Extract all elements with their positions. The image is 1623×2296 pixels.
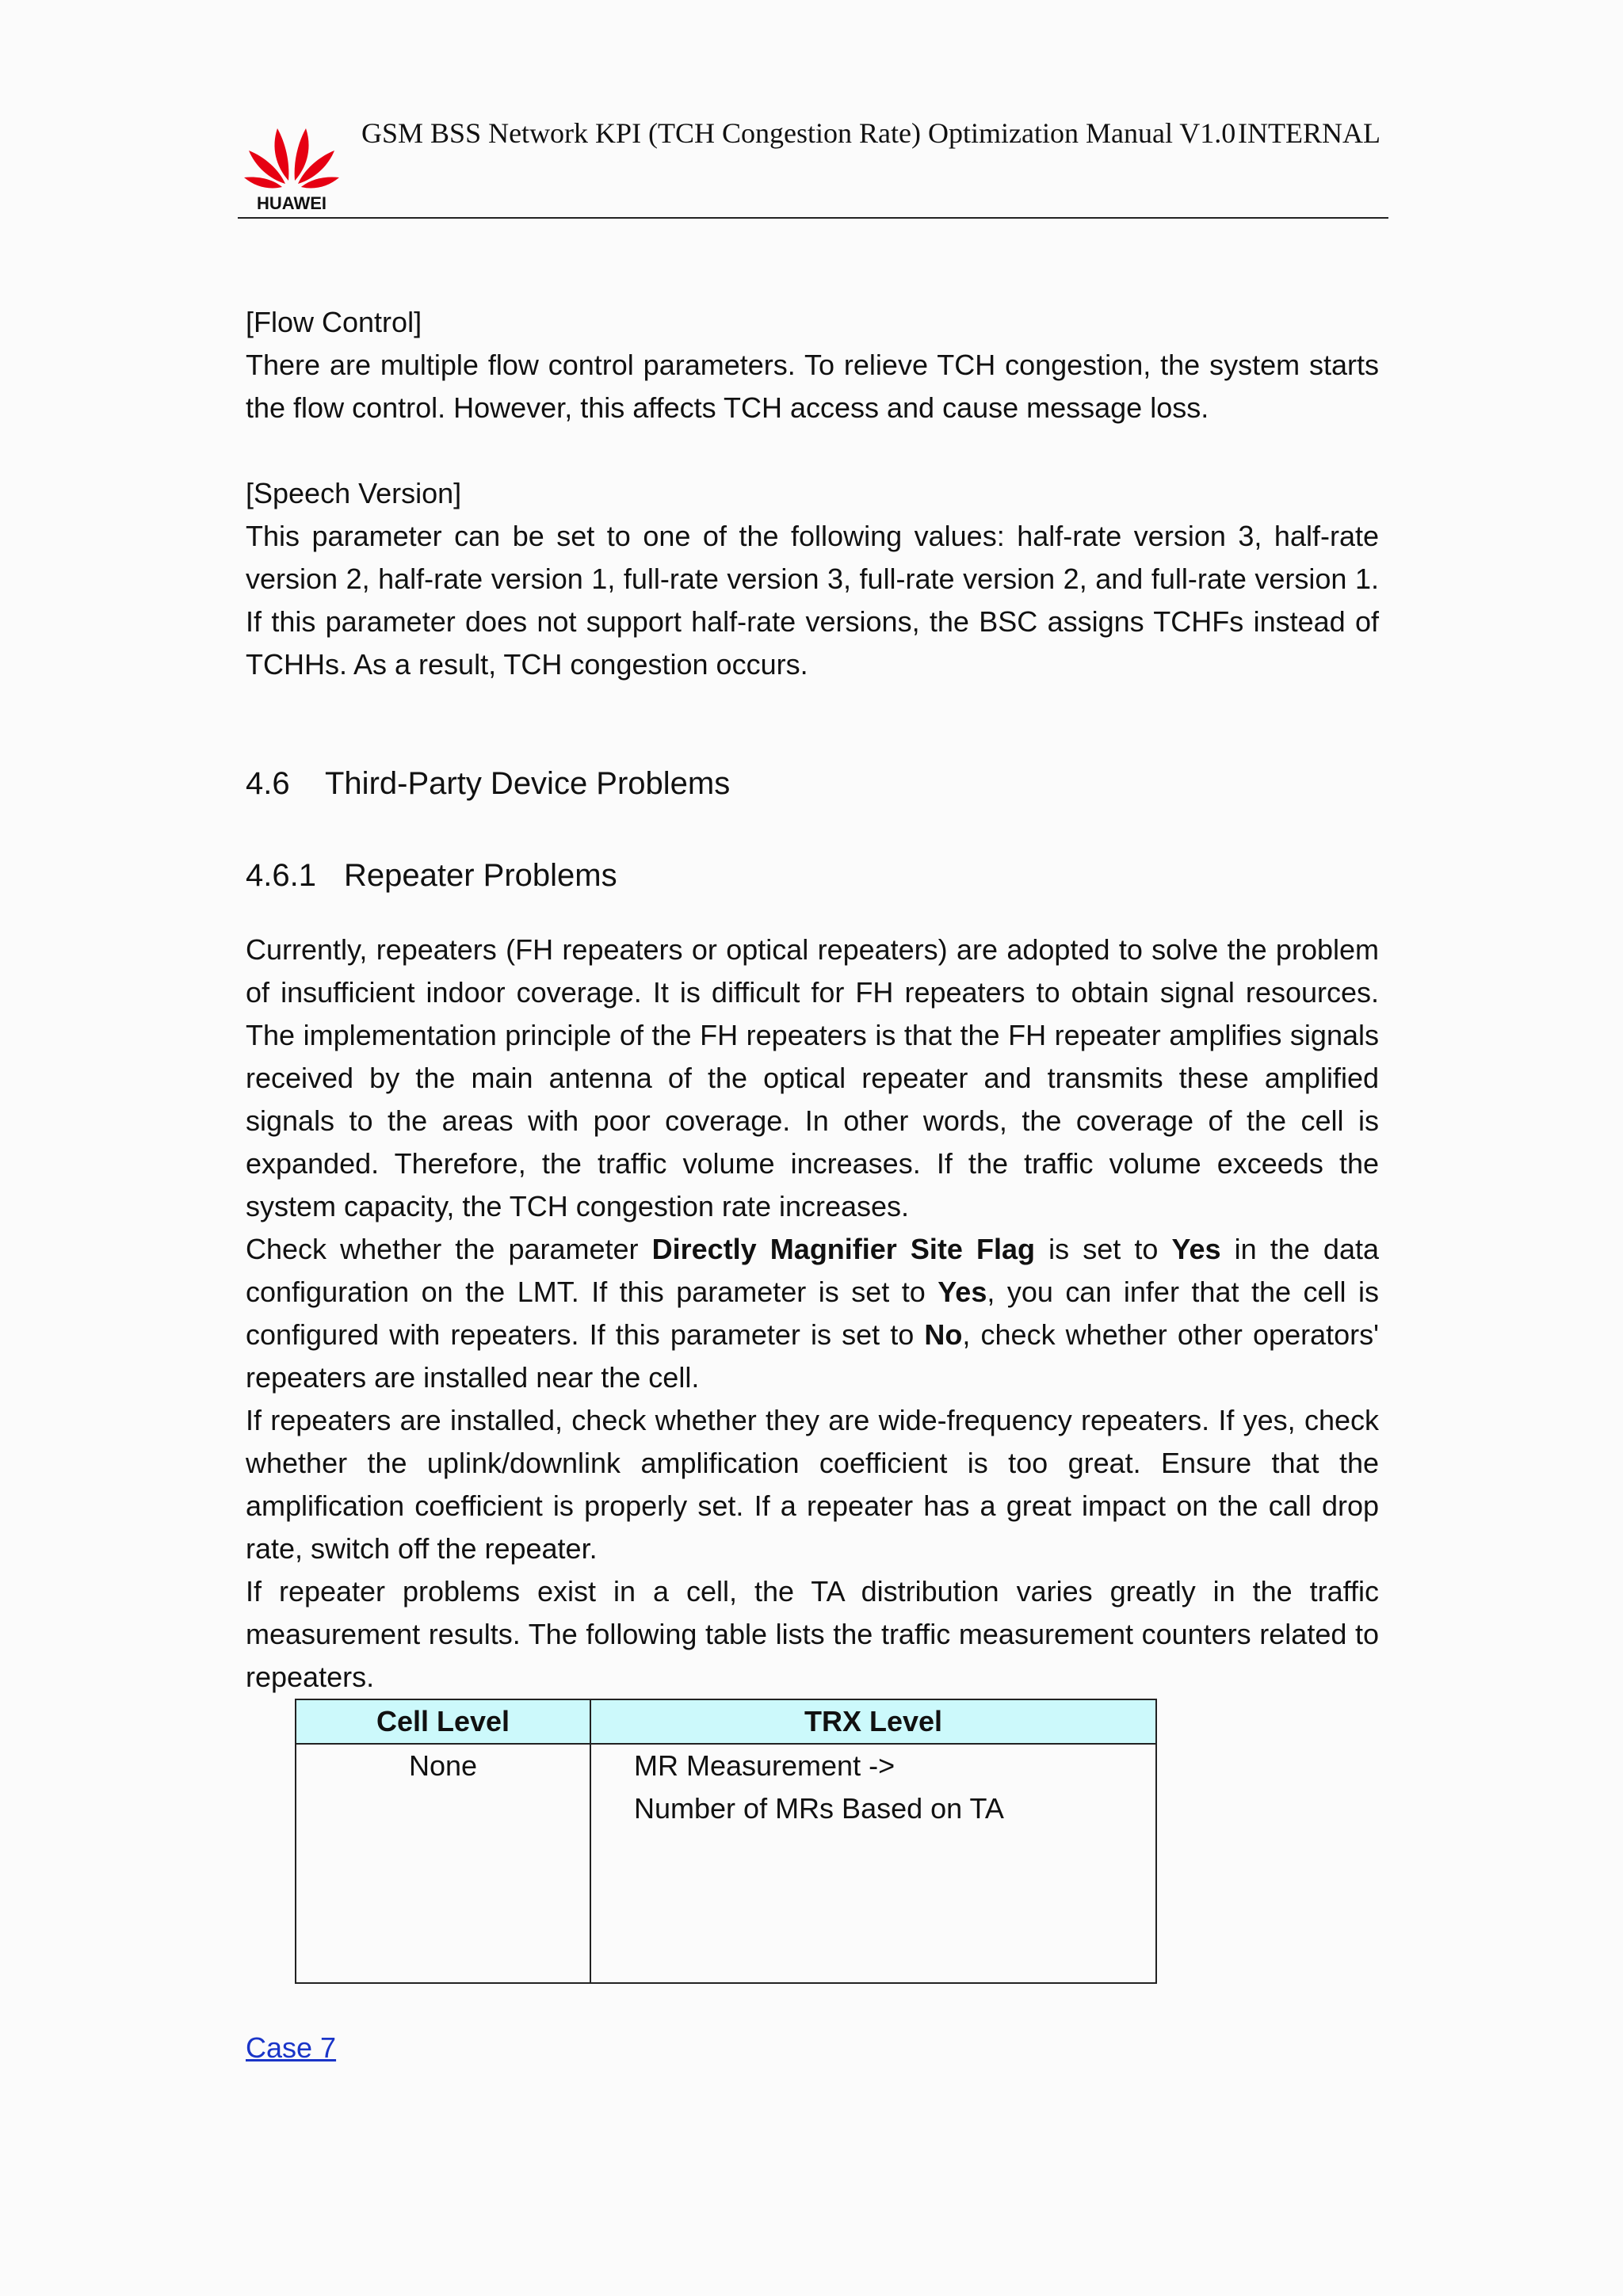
logo-label: HUAWEI [257,193,327,212]
speech-version-heading: [Speech Version] [246,477,462,509]
trx-level-line-1: MR Measurement -> [634,1749,896,1782]
trx-level-value [590,1744,1156,1983]
repeater-paragraph-3: If repeaters are installed, check whether they are wide-frequency repeaters. If yes, check whether the uplink/downlink amplification coefficient is too great. Ensure that the amplification coefficient is properly set. If a repeater has a great impact on the call drop rate, switch off the repeater. [246,1404,1379,1565]
subsection-number: 4.6.1 [246,858,316,893]
section-4-6-1-heading [246,854,1379,897]
section-4-6-heading [246,762,1379,805]
header-trx-level: TRX Level [590,1699,1156,1744]
trx-level-line-2: Number of MRs Based on TA [634,1792,1004,1825]
header-divider [238,217,1388,219]
text-run: is set to [1035,1233,1172,1265]
text-run: , you can infer that the cell is configured with repeaters. If this parameter is set to [246,1276,1379,1351]
case-7-link[interactable]: Case 7 [246,2031,337,2064]
huawei-logo-icon [241,111,342,212]
subsection-title: Repeater Problems [344,858,617,893]
repeater-paragraph-2 [246,1228,1379,1399]
repeater-paragraph-1: Currently, repeaters (FH repeaters or optical repeaters) are adopted to solve the problem of insufficient indoor coverage. It is difficult for FH repeaters to obtain signal resources. The implementation principle of the FH repeaters is that the FH repeater amplifies signals received by the main antenna of the optical repeater and transmits these amplified signals to the areas with poor coverage. In other words, the coverage of the cell is expanded. Therefore, the traffic volume increases. If the traffic volume exceeds the system capacity, the TCH congestion rate increases. [246,933,1379,1222]
classification-label: INTERNAL [1238,117,1381,149]
table-row [296,1744,1156,1983]
speech-version-text: This parameter can be set to one of the following values: half-rate version 3, half-rate version 2, half-rate version 1, full-rate version 3, full-rate version 2, and full-rate version 1. If this parameter does not support half-rate versions, the BSC assigns TCHFs instead of TCHHs. As a result, TCH congestion occurs. [246,520,1379,681]
repeater-paragraph-4: If repeater problems exist in a cell, the TA distribution varies greatly in the traffic measurement results. The following table lists the traffic measurement counters related to repeaters. [246,1575,1379,1693]
page-content [246,301,1379,2069]
flow-control-text: There are multiple flow control parameters. To relieve TCH congestion, the system starts the flow control. However, this affects TCH access and cause message loss. [246,349,1379,424]
section-number: 4.6 [246,766,290,801]
parameter-name: Directly Magnifier Site Flag [651,1233,1036,1265]
value-yes: Yes [938,1276,987,1308]
cell-level-value: None [296,1744,590,1983]
value-no: No [924,1318,963,1351]
value-yes: Yes [1171,1233,1221,1265]
text-run: in the data configuration on the LMT. If this parameter is set to [246,1233,1379,1308]
text-run: Check whether the parameter [246,1233,652,1265]
counters-table [295,1699,1157,1984]
table-header-row [296,1699,1156,1744]
flow-control-heading: [Flow Control] [246,306,422,338]
document-title: GSM BSS Network KPI (TCH Congestion Rate) Optimization Manual V1.0 [361,117,1236,149]
text-run: , check whether other operators' repeaters are installed near the cell. [246,1318,1379,1394]
section-title: Third-Party Device Problems [325,766,731,801]
header-cell-level: Cell Level [296,1699,590,1744]
